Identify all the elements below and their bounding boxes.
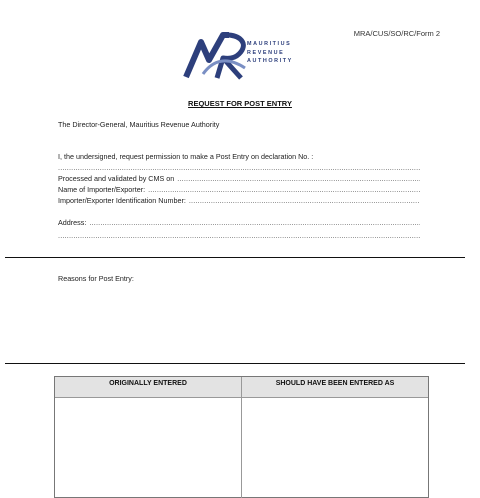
request-text: I, the undersigned, request permission to make a Post Entry on declaration No. : bbox=[58, 152, 314, 161]
table-header-row bbox=[55, 377, 428, 398]
address-fill-line bbox=[89, 218, 420, 227]
header-originally-entered: ORIGINALLY ENTERED bbox=[109, 380, 187, 387]
declaration-number-field[interactable] bbox=[58, 163, 420, 173]
importer-name-fill-line bbox=[148, 185, 420, 194]
processed-label: Processed and validated by CMS on bbox=[58, 174, 175, 183]
processed-field-row[interactable] bbox=[58, 174, 420, 184]
importer-name-label: Name of Importer/Exporter: bbox=[58, 185, 146, 194]
importer-name-field-row[interactable] bbox=[58, 185, 420, 195]
form-code: MRA/CUS/SO/RC/Form 2 bbox=[353, 29, 440, 38]
document-title: REQUEST FOR POST ENTRY bbox=[188, 99, 292, 108]
address-field-row[interactable] bbox=[58, 218, 420, 228]
importer-id-field-row[interactable] bbox=[58, 196, 420, 206]
table-body-row bbox=[55, 398, 428, 498]
importer-id-label: Importer/Exporter Identification Number: bbox=[58, 196, 186, 205]
header-should-have-been-entered: SHOULD HAVE BEEN ENTERED AS bbox=[241, 377, 428, 397]
section-divider-top bbox=[5, 257, 465, 258]
logo-line-3: AUTHORITY bbox=[247, 58, 293, 65]
addressee-line bbox=[58, 120, 420, 130]
logo-line-2: REVENUE bbox=[247, 49, 285, 56]
logo-line-1: MAURITIUS bbox=[247, 41, 292, 47]
request-line bbox=[58, 152, 420, 162]
address-label: Address: bbox=[58, 218, 87, 227]
reasons-label: Reasons for Post Entry: bbox=[58, 274, 134, 283]
logo-wordmark bbox=[247, 40, 293, 66]
importer-id-fill-line bbox=[189, 196, 420, 205]
address-continuation-field[interactable] bbox=[58, 231, 420, 241]
section-divider-bottom bbox=[5, 363, 465, 364]
cell-originally-entered[interactable] bbox=[55, 398, 241, 498]
reasons-row bbox=[58, 274, 420, 284]
processed-fill-line bbox=[177, 174, 420, 183]
addressee-text: The Director-General, Mauritius Revenue Authority bbox=[58, 120, 220, 129]
cell-should-have-been-entered[interactable] bbox=[241, 398, 428, 498]
